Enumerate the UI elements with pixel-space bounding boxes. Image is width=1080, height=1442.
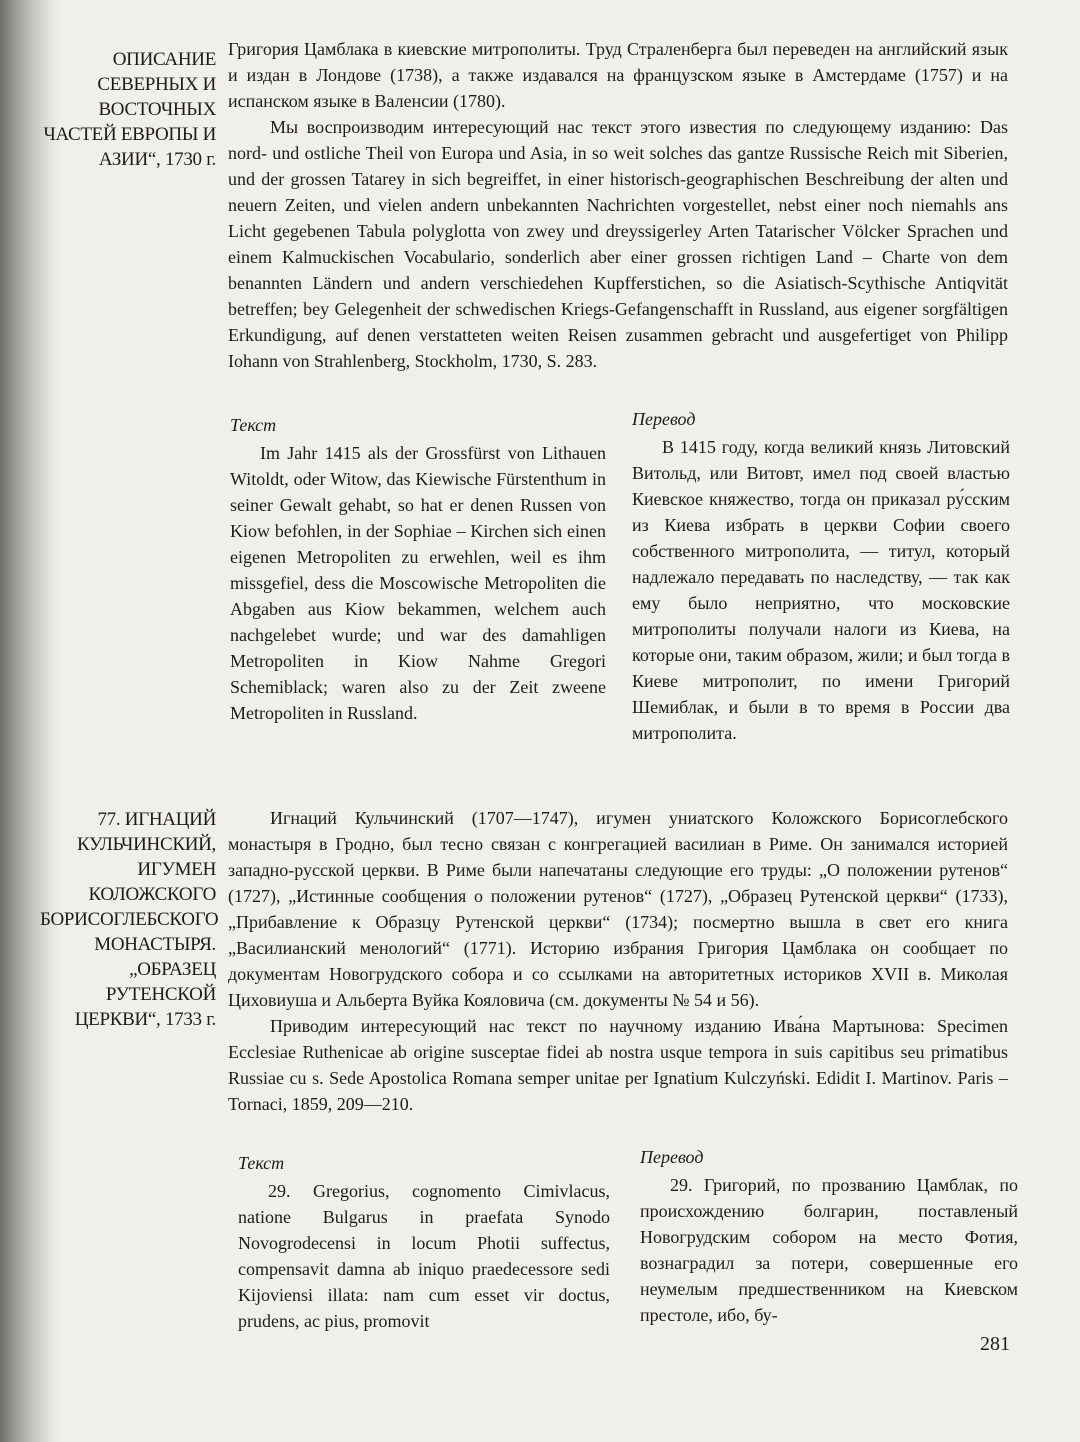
section-2-intro: [228, 805, 1008, 1117]
translation-heading: Перевод: [640, 1147, 704, 1167]
text-heading: Текст: [230, 415, 277, 435]
book-gutter-shadow: [0, 0, 60, 1442]
side-heading-year: 1730 г.: [164, 149, 216, 170]
page-number: 281: [980, 1333, 1010, 1355]
translation-heading: Перевод: [632, 409, 696, 429]
side-heading-year: 1733 г.: [164, 1009, 216, 1030]
section-1-intro: [228, 36, 1008, 374]
translation-body: 29. Григорий, по прозванию Цамблак, по происхождению болгарин, поставленый Новогрудским собором на место Фотия, вознаградил за потери, совершенные его неумелым предшественником на Киевском престоле, ибо, бу-: [640, 1175, 1018, 1325]
translation-column-1: [632, 406, 1010, 746]
text-heading: Текст: [238, 1153, 285, 1173]
translation-body: В 1415 году, когда великий князь Литовский Витольд, или Витовт, имел под своей властью Киевское княжество, тогда он приказал ру́сским из Киева избрать в церкви Софии своего собственного митрополита, — титул, который надлежало передавать по наследству, — так как ему было неприятно, что московские митрополиты получали налоги из Киева, на которые они, таким образом, жили; и был тогда в Киеве митрополит, по имени Григорий Шемиблак, и были в то время в России два митрополита.: [632, 437, 1010, 743]
translation-column-2: [640, 1144, 1018, 1328]
original-text-body: 29. Gregorius, cognomento Cimivlacus, natione Bulgarus in praefata Synodo Novogrodecensi in locum Photii suffectus, compensavit damna ab iniquo praedecessore sedi Kijoviensi illata: nam cum esset vir doctus, prudens, ac pius, promovit: [238, 1181, 610, 1331]
original-text-body: Im Jahr 1415 als der Grossfürst von Lithauen Witoldt, oder Witow, das Kiewische Fürstenthum in seiner Gewalt gehabt, so hat er denen Russen von Kiow befohlen, in der Sophiae – Kirchen sich einen eigenen Metropoliten zu erwehlen, weil es ihm missgefiel, dess die Moscowische Metropoliten die Abgaben aus Kiow bekammen, welchem auch nachgelebet wurde; und war des damahligen Metropoliten in Kiow Nahme Gregori Schemiblack; waren also zu der Zeit zweene Metropoliten in Russland.: [230, 443, 606, 723]
original-text-column-1: [230, 412, 606, 726]
side-heading-kulczynski: [40, 807, 219, 1032]
intro-paragraph-1: Игнаций Кульчинский (1707—1747), игумен униатского Коложского Борисоглебского монастыря в Гродно, был тесно связан с конгрегацией василиан в Риме. Он занимался историей западно-русской церкви. В Риме были напечатаны следующие его труды: „О положении рутенов“ (1727), „Истинные сообщения о положении рутенов“ (1727), „Образец Рутенской церкви“ (1733), „Прибавление к Образцу Рутенской церкви“ (1734); посмертно вышла в свет его книга „Василианский менологий“ (1771). Историю избрания Григория Цамблака он сообщает по документам Новогрудского собора и со ссылками на авторитетных историков XVII в. Миколая Циховиуша и Альберта Вуйка Кояловича (см. документы № 54 и 56).: [228, 808, 1008, 1010]
intro-paragraph-1: Григория Цамблака в киевские митрополиты. Труд Страленберга был переведен на английский язык и издан в Лондове (1738), а также издавался на французском языке в Амстердаме (1757) и на испанском языке в Валенсии (1780).: [228, 39, 1008, 111]
original-text-column-2: [238, 1150, 610, 1334]
side-heading-title: 77. ИГНАЦИЙ КУЛЬЧИНСКИЙ, ИГУМЕН КОЛОЖСКОГО БОРИСОГЛЕБСКОГО МОНАСТЫРЯ. „ОБРАЗЕЦ РУТЕНСКОЙ ЦЕРКВИ“,: [40, 809, 219, 1030]
intro-paragraph-2: Приводим интересующий нас текст по научному изданию Ива́на Мартынова: Specimen Ecclesiae Ruthenicae ab origine susceptae fidei ab nostra usque tempora in suis capitibus seu primatibus Russiae cu s. Sede Apostolica Romana semper unitae per Ignatium Kulczyński. Edidit I. Martinov. Paris – Tornaci, 1859, 209—210.: [228, 1016, 1008, 1114]
intro-paragraph-2: Мы воспроизводим интересующий нас текст этого известия по следующему изданию: Das nord- und ostliche Theil von Europa und Asia, in so weit solches das gantze Russische Reich mit Siberien, und der grossen Tatarey in sich begreiffet, in einer historisch-geographischen Beschreibung der alten und neuern Zeiten, und vielen andern unbekannten Nachrichten vorgestellet, nebst einer noch niemahls ans Licht gegebenen Tabula polyglotta von zwey und dreyssigerley Arten Tatarischer Völcker Sprachen und einem Kalmuckischen Vocabulario, sonderlich aber einer grossen richtigen Land – Charte von dem benannten Ländern und andern verschiedehen Kupfferstichen, so die Asiatisch-Scythische Antiqvität betreffen; bey Gelegenheit der schwedischen Kriegs-Gefangenschafft in Russland, aus eigener sorgfältigen Erkundigung, auf denen verstatteten weiten Reisen zusammen gebracht und ausgefertiget von Philipp Iohann von Strahlenberg, Stockholm, 1730, S. 283.: [228, 117, 1008, 371]
side-heading-title: ОПИСАНИЕ СЕВЕРНЫХ И ВОСТОЧНЫХ ЧАСТЕЙ ЕВРОПЫ И АЗИИ“,: [43, 49, 216, 170]
side-heading-strahlenberg: [40, 47, 216, 172]
